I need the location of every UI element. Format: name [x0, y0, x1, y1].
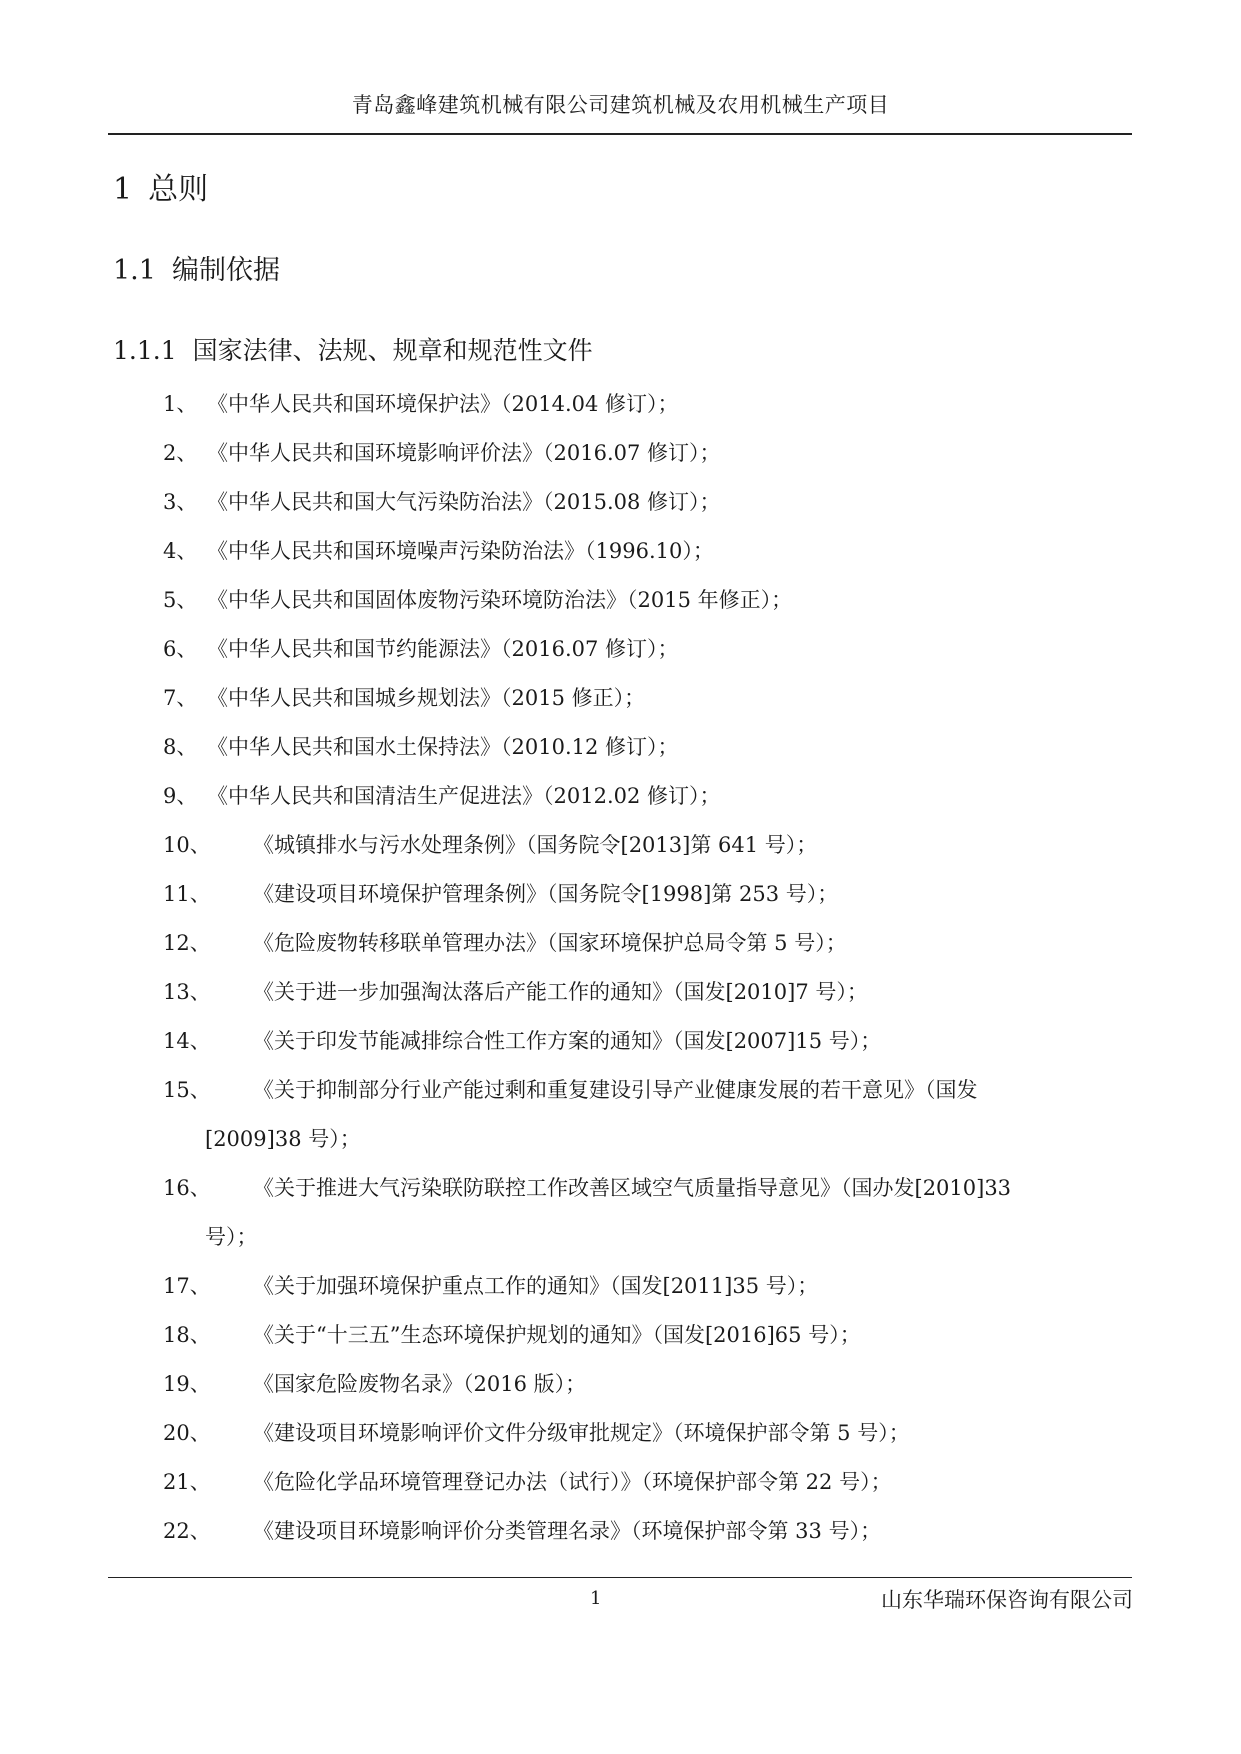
- heading-number: 1: [113, 172, 133, 207]
- list-item-text: 《中华人民共和国环境影响评价法》（2016.07 修订）；: [207, 441, 721, 465]
- list-item-line-1: 《关于抑制部分行业产能过剩和重复建设引导产业健康发展的若干意见》（国发: [253, 1078, 978, 1102]
- list-item: [0, 919, 1241, 968]
- list-item-text: [205, 1066, 1133, 1164]
- list-item: [0, 821, 1241, 870]
- page-number: 1: [590, 1588, 602, 1609]
- page-header-title: 青岛鑫峰建筑机械有限公司建筑机械及农用机械生产项目: [351, 93, 890, 117]
- heading-level-2: [113, 248, 280, 287]
- list-item-index: 8、: [163, 735, 198, 759]
- list-item-text: 《建设项目环境保护管理条例》（国务院令[1998]第 253 号）；: [253, 882, 839, 906]
- list-item-text: 《中华人民共和国环境保护法》（2014.04 修订）；: [207, 392, 679, 416]
- footer-company-name: 山东华瑞环保咨询有限公司: [881, 1588, 1133, 1612]
- heading-number: 1.1.1: [113, 336, 177, 365]
- list-item-index: 18、: [163, 1323, 211, 1347]
- list-item-text: 《关于“十三五”生态环境保护规划的通知》（国发[2016]65 号）；: [253, 1323, 861, 1347]
- list-item-text: 《中华人民共和国节约能源法》（2016.07 修订）；: [207, 637, 679, 661]
- list-item-index: 5、: [163, 588, 198, 612]
- list-item-text: 《中华人民共和国水土保持法》（2010.12 修订）；: [207, 735, 679, 759]
- list-item: [0, 870, 1241, 919]
- list-item: [0, 1017, 1241, 1066]
- heading-text: 编制依据: [171, 255, 280, 286]
- list-item: [0, 674, 1241, 723]
- list-item-index: 6、: [163, 637, 198, 661]
- list-item-text: 《建设项目环境影响评价分类管理名录》（环境保护部令第 33 号）；: [253, 1519, 882, 1543]
- list-item: [0, 1507, 1241, 1556]
- heading-level-3: [113, 331, 593, 367]
- list-item-line-2: 号）；: [205, 1225, 258, 1249]
- list-item-index: 7、: [163, 686, 198, 710]
- list-item-line-2: [2009]38 号）；: [205, 1127, 361, 1151]
- list-item-text: 《危险化学品环境管理登记办法（试行）》（环境保护部令第 22 号）；: [253, 1470, 892, 1494]
- heading-level-1: [113, 164, 208, 208]
- list-item-index: 16、: [163, 1176, 211, 1200]
- list-item: [0, 527, 1241, 576]
- list-item-text: 《关于加强环境保护重点工作的通知》（国发[2011]35 号）；: [253, 1274, 819, 1298]
- list-item-text: 《中华人民共和国城乡规划法》（2015 修正）；: [207, 686, 646, 710]
- list-item-text: 《城镇排水与污水处理条例》（国务院令[2013]第 641 号）；: [253, 833, 818, 857]
- heading-text: 国家法律、法规、规章和规范性文件: [192, 336, 593, 365]
- list-item-index: 14、: [163, 1029, 211, 1053]
- list-item-index: 12、: [163, 931, 211, 955]
- list-item-index: 10、: [163, 833, 211, 857]
- list-item-index: 4、: [163, 539, 198, 563]
- list-item-text: 《国家危险废物名录》（2016 版）；: [253, 1372, 587, 1396]
- list-item-index: 22、: [163, 1519, 211, 1543]
- list-item: [0, 1409, 1241, 1458]
- list-item-index: 9、: [163, 784, 198, 808]
- list-item-index: 2、: [163, 441, 198, 465]
- list-item-text: 《关于印发节能减排综合性工作方案的通知》（国发[2007]15 号）；: [253, 1029, 882, 1053]
- footer-divider: [108, 1577, 1132, 1578]
- list-item: [0, 1066, 1241, 1164]
- list-item: [0, 1458, 1241, 1507]
- list-item: [0, 380, 1241, 429]
- list-item-index: 13、: [163, 980, 211, 1004]
- list-item-index: 11、: [163, 882, 211, 906]
- list-item-index: 15、: [163, 1078, 211, 1102]
- list-item-text: 《关于进一步加强淘汰落后产能工作的通知》（国发[2010]7 号）；: [253, 980, 868, 1004]
- list-item: [0, 1164, 1241, 1262]
- regulation-list: [0, 380, 1241, 1556]
- list-item-line-1: 《关于推进大气污染联防联控工作改善区域空气质量指导意见》（国办发[2010]33: [253, 1176, 1012, 1200]
- list-item-text: 《中华人民共和国固体废物污染环境防治法》（2015 年修正）；: [207, 588, 793, 612]
- list-item-text: [205, 1164, 1133, 1262]
- header-divider: [108, 133, 1132, 135]
- list-item: [0, 1360, 1241, 1409]
- list-item: [0, 625, 1241, 674]
- heading-text: 总则: [148, 172, 209, 207]
- list-item-index: 1、: [163, 392, 198, 416]
- heading-number: 1.1: [113, 255, 156, 286]
- list-item-index: 17、: [163, 1274, 211, 1298]
- list-item: [0, 478, 1241, 527]
- list-item-text: 《危险废物转移联单管理办法》（国家环境保护总局令第 5 号）；: [253, 931, 847, 955]
- list-item: [0, 772, 1241, 821]
- list-item-text: 《中华人民共和国大气污染防治法》（2015.08 修订）；: [207, 490, 721, 514]
- list-item: [0, 576, 1241, 625]
- list-item-text: 《建设项目环境影响评价文件分级审批规定》（环境保护部令第 5 号）；: [253, 1421, 910, 1445]
- list-item-text: 《中华人民共和国清洁生产促进法》（2012.02 修订）；: [207, 784, 721, 808]
- list-item-text: 《中华人民共和国环境噪声污染防治法》（1996.10）；: [207, 539, 714, 563]
- list-item-index: 20、: [163, 1421, 211, 1445]
- list-item: [0, 429, 1241, 478]
- list-item: [0, 723, 1241, 772]
- list-item: [0, 1262, 1241, 1311]
- list-item-index: 3、: [163, 490, 198, 514]
- list-item-index: 21、: [163, 1470, 211, 1494]
- list-item-index: 19、: [163, 1372, 211, 1396]
- list-item: [0, 1311, 1241, 1360]
- list-item: [0, 968, 1241, 1017]
